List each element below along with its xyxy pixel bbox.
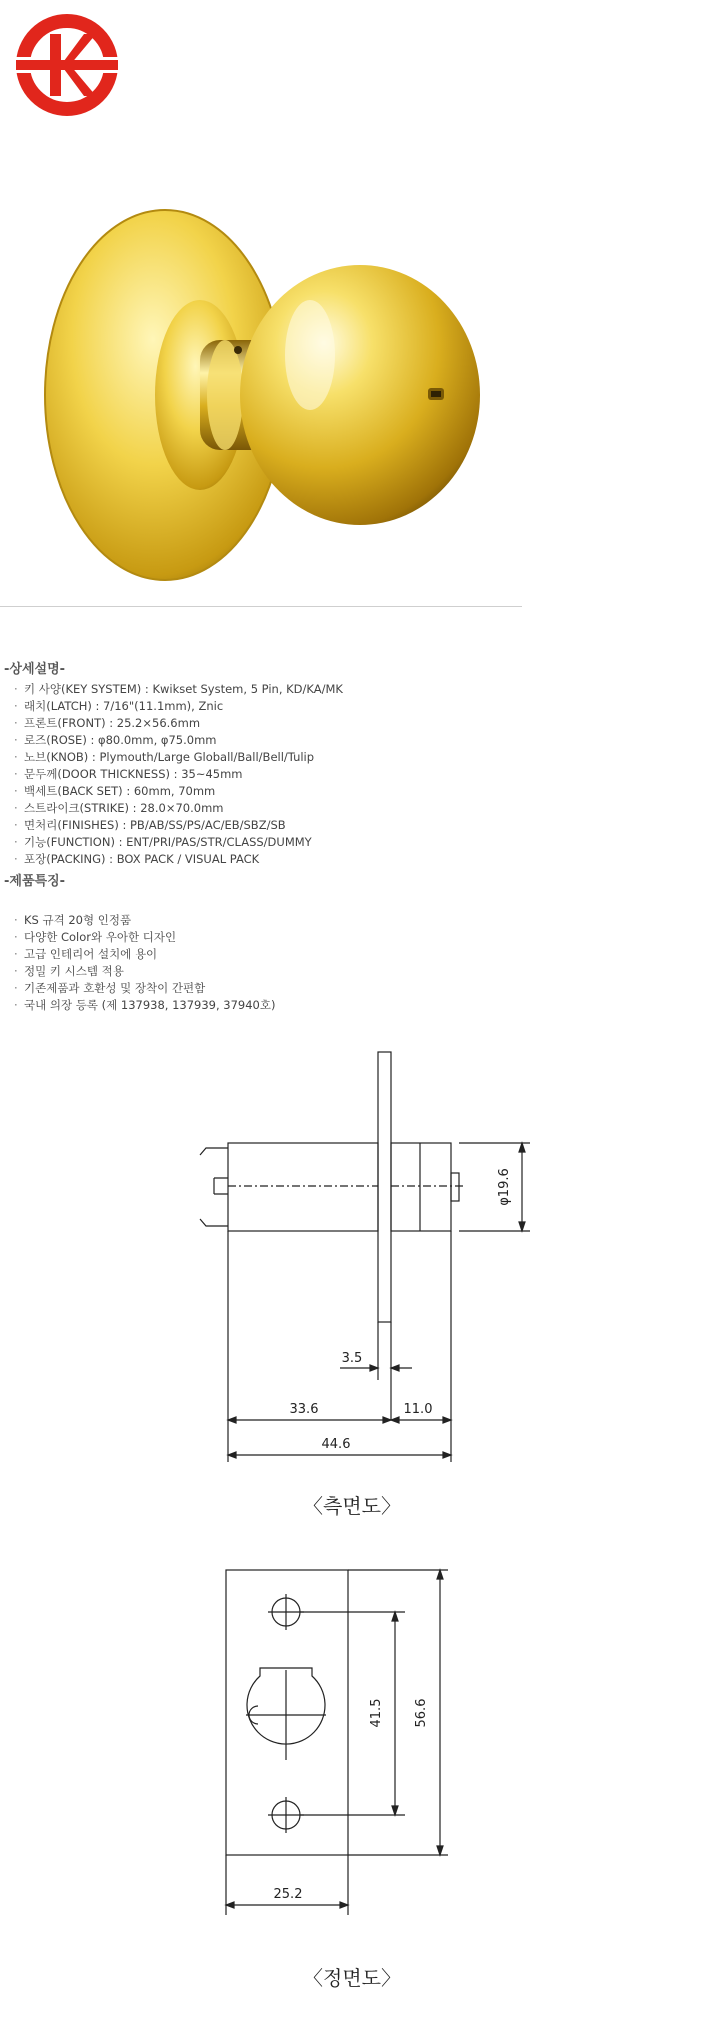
dim-tip: 11.0 (403, 1402, 433, 1417)
list-item: · 백세트(BACK SET) : 60mm, 70mm (14, 784, 216, 798)
list-item: · 고급 인테리어 설치에 용이 (14, 947, 158, 961)
list-item: · 프론트(FRONT) : 25.2×56.6mm (14, 716, 201, 730)
list-item: · 포장(PACKING) : BOX PACK / VISUAL PACK (14, 852, 260, 866)
front-view-caption: 〈정면도〉 (303, 1966, 401, 1990)
dim-diameter: φ19.6 (497, 1168, 512, 1206)
list-item: · 문두께(DOOR THICKNESS) : 35~45mm (14, 767, 243, 781)
list-item: · KS 규격 20형 인정품 (14, 913, 132, 927)
list-item: · 로즈(ROSE) : φ80.0mm, φ75.0mm (14, 733, 217, 747)
details-title: -상세설명- (4, 662, 66, 677)
side-view-caption: 〈측면도〉 (303, 1494, 401, 1518)
list-item: · 노브(KNOB) : Plymouth/Large Globall/Ball/Bell/Tulip (14, 750, 315, 764)
dim-total: 44.6 (321, 1437, 351, 1452)
list-item: · 키 사양(KEY SYSTEM) : Kwikset System, 5 Pin, KD/KA/MK (14, 682, 343, 696)
list-item: · 스트라이크(STRIKE) : 28.0×70.0mm (14, 801, 224, 815)
dim-hole-spacing: 41.5 (369, 1698, 384, 1728)
front-view-drawing (226, 1570, 448, 1915)
list-item: · 래치(LATCH) : 7/16"(11.1mm), Znic (14, 699, 224, 713)
features-title: -제품특징- (4, 874, 66, 889)
dim-height: 56.6 (414, 1698, 429, 1728)
dim-width: 25.2 (273, 1887, 303, 1902)
list-item: · 정밀 키 시스템 적용 (14, 964, 124, 978)
list-item: · 국내 의장 등록 (제 137938, 137939, 37940호) (14, 998, 276, 1012)
list-item: · 다양한 Color와 우아한 디자인 (14, 930, 177, 944)
dim-body: 33.6 (289, 1402, 319, 1417)
list-item: · 기능(FUNCTION) : ENT/PRI/PAS/STR/CLASS/DUMMY (14, 835, 312, 849)
list-item: · 면처리(FINISHES) : PB/AB/SS/PS/AC/EB/SBZ/SB (14, 818, 286, 832)
logo-letter: K (12, 12, 13, 13)
dim-plate: 3.5 (341, 1351, 363, 1366)
side-view-drawing (200, 1052, 530, 1462)
list-item: · 기존제품과 호환성 및 장착이 간편함 (14, 981, 206, 995)
